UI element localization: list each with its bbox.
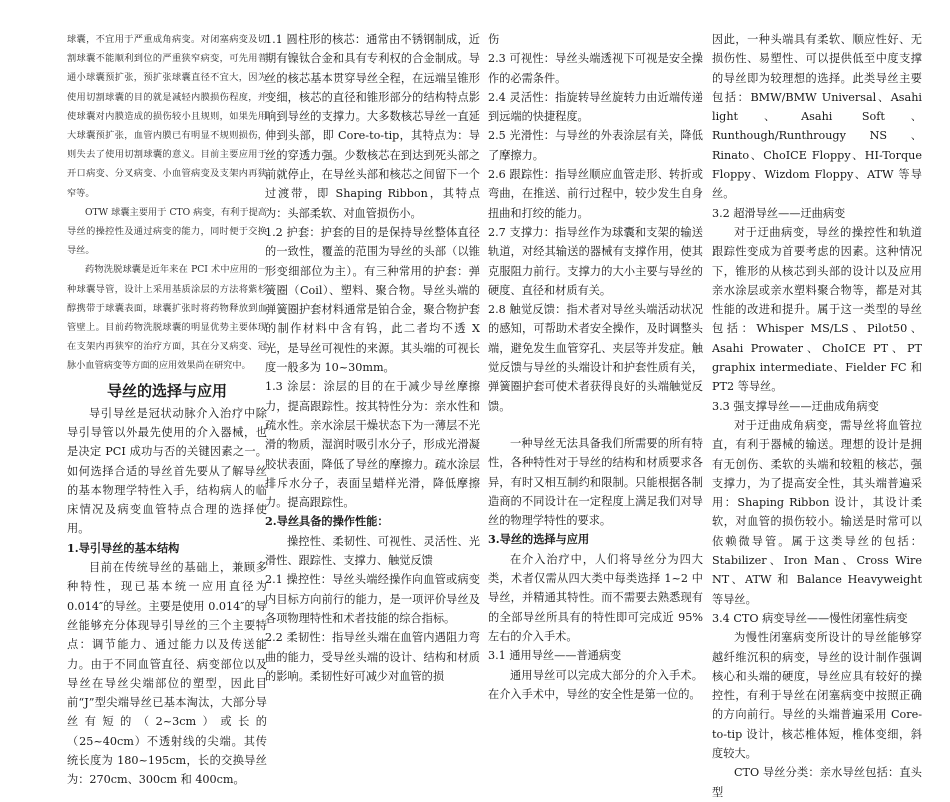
heading-performance: 2.导丝具备的操作性能：	[265, 514, 389, 529]
paragraph-tradeoffs: 一种导丝无法具备我们所需要的所有特性，各种特性对于导丝的结构和材质要求各异，有时又相互制约和限制。只能根据各制造商的不同设计在一定程度上满足我们对导丝的物理学特性的要求。	[488, 436, 703, 528]
column-1	[67, 30, 267, 787]
paragraph-cutting-balloon: 球囊，不宜用于严重成角病变。对闭塞病变及切割球囊不能顺利到位的严重狭窄病变，可先用普通小球囊预扩张，预扩张球囊直径不宜大，因为使用切割球囊的目的就是减轻内膜损伤程度，并使球囊对内膜造成的损伤较小且规则，如果先用大球囊预扩张，血管内膜已有明显不规则损伤，则失去了使用切割球囊的意义。目前主要应用于开口病变、分叉病变、小血管病变及支架内再狭窄等。	[67, 34, 267, 199]
paragraph-general-wire: 通用导丝可以完成大部分的介入手术。在介入手术中，导丝的安全性是第一位的。	[488, 668, 703, 701]
paragraph-drug-balloon: 药物洗脱球囊是近年来在 PCI 术中应用的一种球囊导管，设计上采用基质涂层的方法将紫杉醇携带于球囊表面，球囊扩张时将药物释放到血管壁上。目前药物洗脱球囊的明显优势主要体现在支架内再狭窄的治疗方面，其在分叉病变、冠脉小血管病变等方面的应用效果尚在研究中。	[67, 264, 267, 372]
section-title: 导丝的选择与应用	[106, 381, 227, 400]
paragraph-cto-wire: 为慢性闭塞病变所设计的导丝能够穿越纤维沉积的病变，导丝的设计制作强调核心和头端的硬度，导丝应具有较好的操控性，有利于导丝在闭塞病变中按照正确的方向前行。导丝的头端普遍采用 Core-to-tip 设计，核芯椎体短，椎体变细，斜度较大。	[712, 631, 922, 760]
heading-general-wire: 3.1 通用导丝——普通病变	[488, 649, 622, 663]
paragraph-cto-classification: CTO 导丝分类：亲水导丝包括：直头型	[712, 766, 922, 799]
paragraph-performance-list: 操控性、柔韧性、可视性、灵活性、光滑性、跟踪性、支撑力、触觉反馈	[265, 534, 480, 568]
paragraph-superslide-wire: 对于迂曲病变，导丝的操控性和轨道跟踪性变成为首要考虑的因素。这种情况下，锥形的从核芯到头部的设计以及应用亲水涂层或亲水塑料聚合物等，都是对其性能的改进和提升。属于这一类型的导丝包括：Whisper MS/LS、Pilot50、Asahi Prowater、ChoICE PT、PT graphix intermediate、Fielder FC 和 PT2 等导丝。	[712, 225, 922, 394]
paragraph-agility: 2.4 灵活性：指旋转导丝旋转力由近端传递到远端的快捷程度。	[488, 90, 703, 124]
paragraph-selection: 在介入治疗中，人们将导丝分为四大类，术者仅需从四大类中每类选择 1~2 中导丝，并精通其特性。而不需要去熟悉现有的全部导丝所具有的特性即可完成近 95%左右的介入手术。	[488, 552, 703, 643]
paragraph-basic-structure: 目前在传统导丝的基础上，兼顾多种特性，现已基本统一应用直径为 0.014″的导丝。主要是使用 0.014″的导丝能够充分体现导引导丝的三个主要特点：调节能力、通过能力以及传送能力。由于不同血管直径、病变部位以及导丝在导丝尖端部位的塑型，因此目前“J”型尖端导丝已基本淘汰，大部分导丝有短的（2~3cm）或长的（25~40cm）不透射线的尖端。其传统长度为 180~195cm，长的交换导丝为：270cm、300cm 和 400cm。	[67, 561, 267, 787]
spacer	[488, 416, 703, 434]
paragraph-visibility: 2.3 可视性：导丝头端透视下可视是安全操作的必需条件。	[488, 52, 703, 85]
heading-cto-wire: 3.4 CTO 病变导丝——慢性闭塞性病变	[712, 611, 908, 625]
paragraph-flexibility: 2.2 柔韧性：指导丝头端在血管内遇阻力弯曲的能力，受导丝头端的设计、结构和材质的影响。柔韧性好可减少对血管的损	[265, 631, 480, 683]
paragraph-smoothness: 2.5 光滑性：与导丝的外表涂层有关，降低了摩擦力。	[488, 129, 703, 162]
paragraph-intro: 导引导丝是冠状动脉介入治疗中除导引导管以外最先使用的介入器械，也是决定 PCI 成功与否的关键因素之一。如何选择合适的导丝首先要从了解导丝的基本物理学特性入手，结构病人的临床情况及病变血管特点合理的选择使用。	[67, 406, 267, 536]
paragraph-general-wire-list: 因此，一种头端具有柔软、顺应性好、无损伤性、易塑性、可以提供低至中度支撑的导丝即为较理想的选择。此类导丝主要包括：BMW/BMW Universal、Asahi light、Asahi Soft、Runthough/Runthrougy NS 、Rinato、ChoICE Floppy、HI-Torque Floppy、Wizdom Floppy、ATW 等导丝。	[712, 33, 922, 201]
heading-basic-structure: 1.导引导丝的基本结构	[67, 540, 180, 555]
paragraph-coating: 1.3 涂层：涂层的目的在于减少导丝摩擦力，提高跟踪性。按其特性分为：亲水性和疏水性。亲水涂层干燥状态下为一薄层不光滑的物质，湿润时吸引水分子，形成光滑凝胶状表面，降低了导丝的摩擦力。疏水涂层排斥水分子，表面呈蜡样光滑，降低摩擦力。提高跟踪性。	[265, 380, 480, 510]
paragraph-sheath: 1.2 护套：护套的目的是保持导丝整体直径的一致性，覆盖的范围为导丝的头部（以锥形变细部位为主）。有三种常用的护套：弹簧圈（Coil）、塑料、聚合物。导丝头端的弹簧圈护套材料通常是铂合金，聚合物护套的制作材料中含有钨，此二者均不透 X 光，是导丝可视性的来源。其头端的可视长度一般多为 10~30mm。	[265, 225, 480, 375]
heading-strong-support-wire: 3.3 强支撑导丝——迂曲成角病变	[712, 399, 879, 413]
paragraph-controllability: 2.1 操控性：导丝头端经操作向血管或病变内目标方向前行的能力，是一项评价导丝及各项物理特性和术者技能的综合指标。	[265, 573, 480, 625]
paragraph-strong-support-wire: 对于迂曲成角病变，需导丝将血管拉直，有利于器械的输送。理想的设计是拥有无创伤、柔软的头端和较粗的核芯，强支撑力，为了提高安全性，其头端普遍采用：Shaping Ribbon 设计，其设计柔软，对血管的损伤较小。输送是时常可以依赖微导管。属于这类导丝的包括：Stabilizer、Iron Man、Cross Wire NT、ATW 和 Balance Heavyweight 等导丝。	[712, 418, 922, 606]
heading-superslide-wire: 3.2 超滑导丝——迂曲病变	[712, 206, 846, 220]
heading-selection: 3.导丝的选择与应用	[488, 532, 590, 547]
paragraph-support: 2.7 支撑力：指导丝作为球囊和支架的输送轨道，对经其输送的器械有支撑作用，使其克服阻力前行。支撑力的大小主要与导丝的硬度、直径和材质有关。	[488, 225, 703, 297]
column-3	[488, 30, 703, 701]
paragraph-continuation: 伤	[488, 33, 500, 46]
column-2	[265, 30, 480, 683]
paragraph-otw-balloon: OTW 球囊主要用于 CTO 病变，有利于提高导丝的操控性及通过病变的能力，同时便于交换导丝。	[67, 206, 267, 257]
paragraph-core: 1.1 圆柱形的核芯：通常由不锈钢制成，近期有镍钛合金和具有专利权的合金制成。导丝的核芯基本贯穿导丝全程，在远端呈锥形变细，核芯的直径和锥形部分的结构特点影响到导丝的支撑力。大多数核芯导丝一直延伸到头部，即 Core-to-tip，其特点为：导丝的穿透力强。少数核芯在到达到死头部之前就停止，在导丝头部和核芯之间留下一个过渡带，即 Shaping Ribbon，其特点为：头部柔软、对血管损伤小。	[265, 33, 480, 220]
column-4	[712, 30, 922, 799]
paragraph-tactile-feedback: 2.8 触觉反馈：指术者对导丝头端活动状况的感知，可帮助术者安全操作，及时调整头端，避免发生血管穿孔、夹层等并发症。触觉反馈与导丝的头端设计和护套性质有关，弹簧圈护套可使术者获得良好的头端触觉反馈。	[488, 303, 703, 413]
paragraph-tracking: 2.6 跟踪性：指导丝顺应血管走形、转折或弯曲，在推送、前行过程中，较少发生自身扭曲和打绞的能力。	[488, 168, 703, 220]
